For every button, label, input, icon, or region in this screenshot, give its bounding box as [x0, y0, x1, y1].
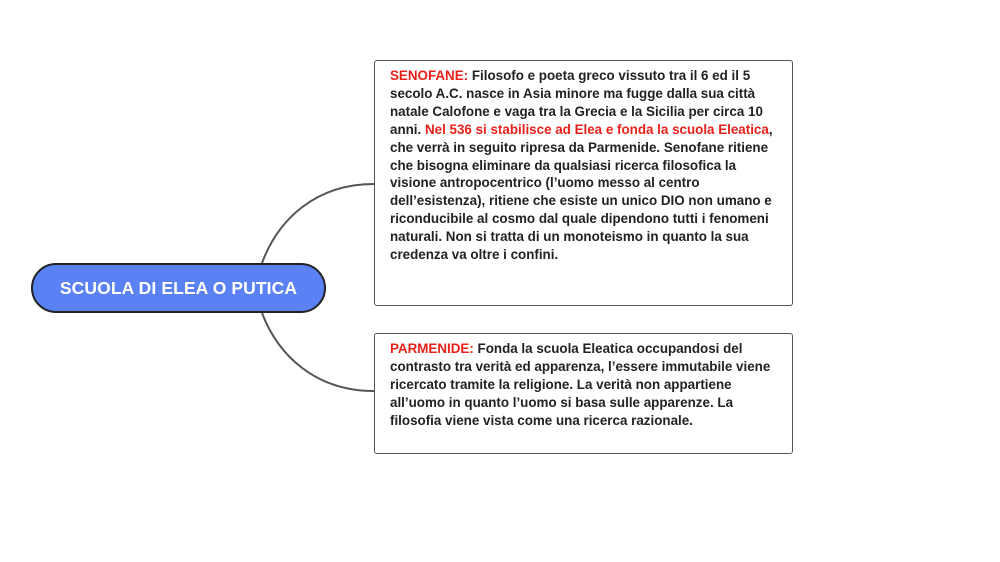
senofane-highlight: Nel 536 si stabilisce ad Elea e fonda la scuola Eleatica [424, 121, 769, 137]
senofane-note[interactable] [374, 60, 793, 306]
senofane-text-2: , che verrà in seguito ripresa da Parmenide. Senofane ritiene che bisogna eliminare da qualsiasi ricerca filosofica la visione antropocentrico (l’uomo messo al centro dell’esistenza), ritiene che esiste un unico DIO non umano e riconducibile al cosmo dal quale dipendono tutti i fenomeni naturali. Non si tratta di un monoteismo in quanto la sua credenza va oltre i confini. [390, 121, 773, 263]
central-topic-label: SCUOLA DI ELEA O PUTICA [59, 277, 298, 298]
connector-to-parmenide [262, 313, 374, 391]
parmenide-heading: PARMENIDE: [390, 341, 474, 356]
parmenide-note[interactable] [374, 333, 793, 454]
senofane-text-1: Filosofo e poeta greco vissuto tra il 6 ed il 5 secolo A.C. nasce in Asia minore ma fugge dalla sua città natale Calofone e vaga tra la Grecia e la Sicilia per circa 10 anni. [390, 68, 763, 137]
parmenide-text-1: Fonda la scuola Eleatica occupandosi del contrasto tra verità ed apparenza, l’essere immutabile viene ricercato tramite la religione. La verità non appartiene all’uomo in quanto l’uomo si basa sulle apparenze. La filosofia viene vista come una ricerca razionale. [390, 341, 771, 428]
senofane-heading: SENOFANE: [390, 68, 469, 83]
central-topic-node[interactable] [31, 263, 326, 313]
connector-to-senofane [262, 184, 374, 263]
